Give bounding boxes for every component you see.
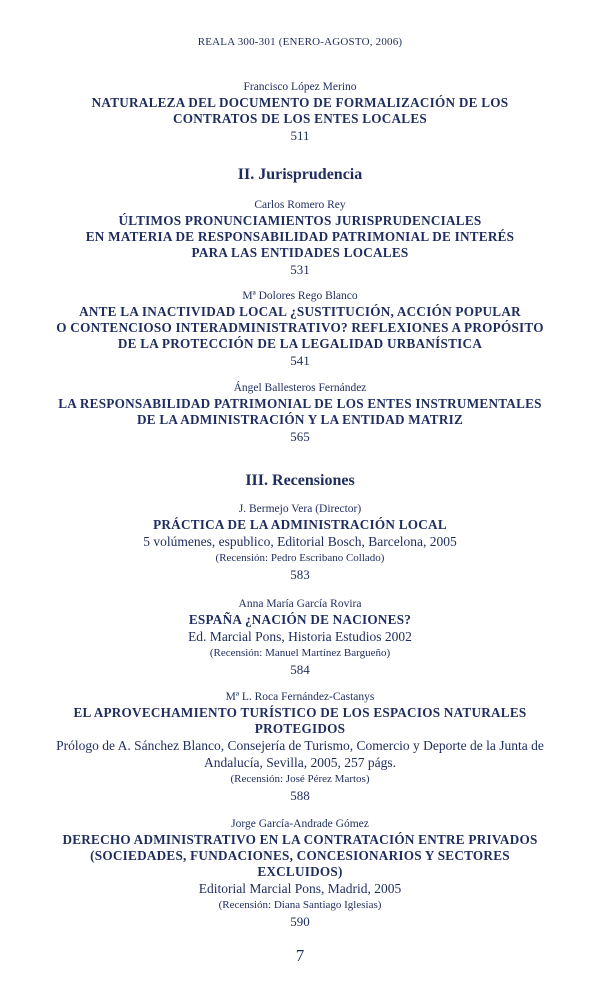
toc-entry bbox=[0, 817, 600, 931]
section-heading-jurisprudencia: II. Jurisprudencia bbox=[237, 166, 363, 183]
entry-title: EL APROVECHAMIENTO TURÍSTICO DE LOS ESPACIOS NATURALES PROTEGIDOS bbox=[73, 705, 527, 736]
entry-description: Editorial Marcial Pons, Madrid, 2005 bbox=[198, 881, 402, 896]
entry-title: DERECHO ADMINISTRATIVO EN LA CONTRATACIÓN ENTRE PRIVADOS (SOCIEDADES, FUNDACIONES, CONCESIONARIOS Y SECTORES EXCLUIDOS) bbox=[62, 832, 538, 879]
entry-page-number: 541 bbox=[290, 353, 310, 368]
entry-author: Anna María García Rovira bbox=[238, 598, 362, 610]
entry-title: ÚLTIMOS PRONUNCIAMIENTOS JURISPRUDENCIALES EN MATERIA DE RESPONSABILIDAD PATRIMONIAL DE INTERÉS PARA LAS ENTIDADES LOCALES bbox=[85, 213, 515, 260]
entry-reviewer: (Recensión: Diana Santiago Iglesias) bbox=[218, 899, 382, 911]
entry-author: Jorge García-Andrade Gómez bbox=[231, 818, 369, 830]
running-header: REALA 300-301 (ENERO-AGOSTO, 2006) bbox=[197, 36, 403, 48]
entry-reviewer: (Recensión: José Pérez Martos) bbox=[230, 773, 370, 785]
entry-author: Mª L. Roca Fernández-Castanys bbox=[225, 691, 375, 703]
entry-author: J. Bermejo Vera (Director) bbox=[238, 503, 362, 515]
toc-entry bbox=[0, 289, 600, 370]
toc-entry bbox=[0, 381, 600, 446]
entry-description: Ed. Marcial Pons, Historia Estudios 2002 bbox=[188, 629, 412, 644]
entry-title: LA RESPONSABILIDAD PATRIMONIAL DE LOS ENTES INSTRUMENTALES DE LA ADMINISTRACIÓN Y LA ENTIDAD MATRIZ bbox=[58, 396, 542, 427]
section-heading-recensiones: III. Recensiones bbox=[245, 472, 355, 489]
entry-description: Prólogo de A. Sánchez Blanco, Consejería de Turismo, Comercio y Deporte de la Junta de Andalucía, Sevilla, 2005, 257 págs. bbox=[56, 738, 544, 770]
entry-author: Mª Dolores Rego Blanco bbox=[242, 290, 358, 302]
entry-author: Ángel Ballesteros Fernández bbox=[233, 382, 367, 394]
entry-page-number: 584 bbox=[290, 662, 310, 677]
entry-page-number: 531 bbox=[290, 262, 310, 277]
page-folio: 7 bbox=[295, 946, 305, 965]
entry-page-number: 588 bbox=[290, 788, 310, 803]
entry-author: Francisco López Merino bbox=[243, 81, 357, 93]
entry-title: NATURALEZA DEL DOCUMENTO DE FORMALIZACIÓN DE LOS CONTRATOS DE LOS ENTES LOCALES bbox=[91, 95, 509, 126]
entry-author: Carlos Romero Rey bbox=[254, 199, 346, 211]
entry-reviewer: (Recensión: Manuel Martínez Bargueño) bbox=[209, 647, 391, 659]
toc-entry bbox=[0, 690, 600, 805]
entry-title: ANTE LA INACTIVIDAD LOCAL ¿SUSTITUCIÓN, ACCIÓN POPULAR O CONTENCIOSO INTERADMINISTRATIVO? REFLEXIONES A PROPÓSITO DE LA PROTECCIÓN DE LA LEGALIDAD URBANÍSTICA bbox=[56, 304, 544, 351]
entry-title: ESPAÑA ¿NACIÓN DE NACIONES? bbox=[188, 612, 412, 627]
toc-entry bbox=[0, 502, 600, 584]
toc-entry bbox=[0, 597, 600, 679]
entry-title: PRÁCTICA DE LA ADMINISTRACIÓN LOCAL bbox=[153, 517, 447, 532]
entry-description: 5 volúmenes, espublico, Editorial Bosch, Barcelona, 2005 bbox=[143, 534, 457, 549]
entry-page-number: 583 bbox=[290, 567, 310, 582]
entry-page-number: 590 bbox=[290, 914, 310, 929]
entry-reviewer: (Recensión: Pedro Escribano Collado) bbox=[215, 552, 385, 564]
entry-page-number: 565 bbox=[290, 429, 310, 444]
toc-entry bbox=[0, 80, 600, 145]
toc-entry bbox=[0, 198, 600, 279]
entry-page-number: 511 bbox=[290, 128, 310, 143]
